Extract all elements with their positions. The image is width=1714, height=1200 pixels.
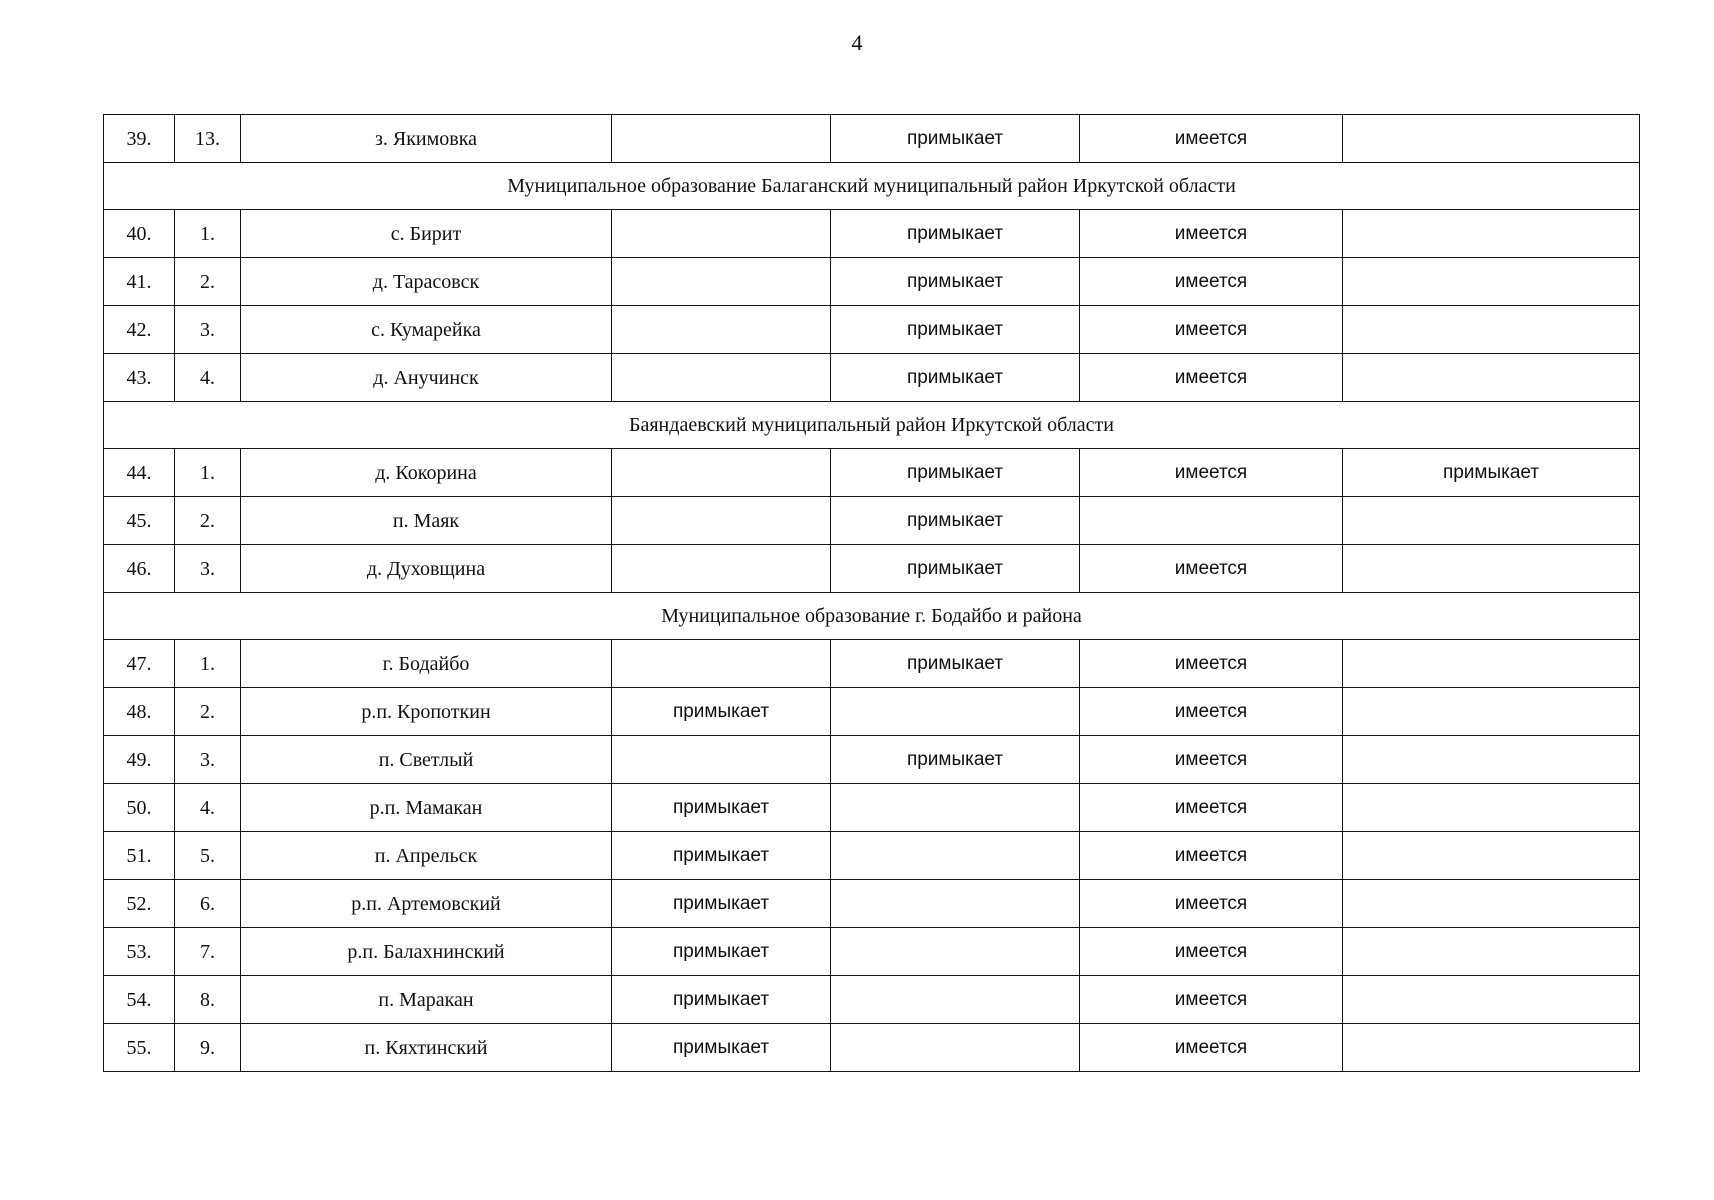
settlement-name-cell: г. Бодайбо xyxy=(241,640,612,688)
settlement-name-cell: д. Анучинск xyxy=(241,354,612,402)
settlements-table xyxy=(103,114,1640,1072)
settlement-name-cell: п. Маяк xyxy=(241,497,612,545)
local-number-cell: 1. xyxy=(175,449,241,497)
row-number-cell: 45. xyxy=(104,497,175,545)
column-6-cell: имеется xyxy=(1080,736,1343,784)
column-7-cell xyxy=(1343,497,1640,545)
local-number-cell: 6. xyxy=(175,880,241,928)
local-number-cell: 7. xyxy=(175,928,241,976)
column-7-cell xyxy=(1343,736,1640,784)
settlement-name-cell: д. Тарасовск xyxy=(241,258,612,306)
page-number: 4 xyxy=(851,30,863,55)
settlement-name-cell: с. Кумарейка xyxy=(241,306,612,354)
column-6-cell: имеется xyxy=(1080,640,1343,688)
settlement-name-cell: с. Бирит xyxy=(241,210,612,258)
row-number-cell: 55. xyxy=(104,1024,175,1072)
table-row xyxy=(104,640,1640,688)
settlement-name-cell: р.п. Мамакан xyxy=(241,784,612,832)
table-row xyxy=(104,306,1640,354)
table-row xyxy=(104,449,1640,497)
column-7-cell xyxy=(1343,306,1640,354)
column-5-cell: примыкает xyxy=(831,210,1080,258)
column-6-cell: имеется xyxy=(1080,784,1343,832)
column-5-cell: примыкает xyxy=(831,497,1080,545)
settlement-name-cell: д. Духовщина xyxy=(241,545,612,593)
column-5-cell xyxy=(831,880,1080,928)
row-number-cell: 43. xyxy=(104,354,175,402)
section-header-row xyxy=(104,163,1640,210)
column-4-cell: примыкает xyxy=(612,784,831,832)
column-4-cell: примыкает xyxy=(612,688,831,736)
column-5-cell xyxy=(831,784,1080,832)
column-6-cell: имеется xyxy=(1080,976,1343,1024)
column-7-cell xyxy=(1343,832,1640,880)
local-number-cell: 3. xyxy=(175,736,241,784)
column-6-cell: имеется xyxy=(1080,928,1343,976)
column-5-cell: примыкает xyxy=(831,258,1080,306)
column-7-cell xyxy=(1343,258,1640,306)
column-5-cell: примыкает xyxy=(831,306,1080,354)
settlement-name-cell: р.п. Артемовский xyxy=(241,880,612,928)
settlement-name-cell: р.п. Балахнинский xyxy=(241,928,612,976)
local-number-cell: 2. xyxy=(175,258,241,306)
column-4-cell: примыкает xyxy=(612,880,831,928)
local-number-cell: 13. xyxy=(175,115,241,163)
column-4-cell xyxy=(612,497,831,545)
table-row xyxy=(104,1024,1640,1072)
table-row xyxy=(104,976,1640,1024)
column-5-cell: примыкает xyxy=(831,545,1080,593)
column-6-cell: имеется xyxy=(1080,354,1343,402)
table-row xyxy=(104,832,1640,880)
column-6-cell: имеется xyxy=(1080,449,1343,497)
column-4-cell xyxy=(612,736,831,784)
local-number-cell: 4. xyxy=(175,354,241,402)
column-5-cell: примыкает xyxy=(831,354,1080,402)
column-7-cell xyxy=(1343,976,1640,1024)
column-7-cell xyxy=(1343,880,1640,928)
column-4-cell xyxy=(612,210,831,258)
settlement-name-cell: р.п. Кропоткин xyxy=(241,688,612,736)
table-body xyxy=(104,115,1640,1072)
local-number-cell: 4. xyxy=(175,784,241,832)
local-number-cell: 2. xyxy=(175,497,241,545)
column-4-cell xyxy=(612,258,831,306)
table-row xyxy=(104,928,1640,976)
local-number-cell: 2. xyxy=(175,688,241,736)
column-6-cell: имеется xyxy=(1080,545,1343,593)
table-row xyxy=(104,497,1640,545)
table-row xyxy=(104,258,1640,306)
column-5-cell xyxy=(831,1024,1080,1072)
column-6-cell: имеется xyxy=(1080,258,1343,306)
table-row xyxy=(104,736,1640,784)
column-5-cell: примыкает xyxy=(831,449,1080,497)
column-5-cell xyxy=(831,688,1080,736)
row-number-cell: 42. xyxy=(104,306,175,354)
table-row xyxy=(104,354,1640,402)
column-4-cell: примыкает xyxy=(612,1024,831,1072)
column-5-cell xyxy=(831,976,1080,1024)
table-row xyxy=(104,688,1640,736)
column-4-cell: примыкает xyxy=(612,832,831,880)
section-title: Муниципальное образование г. Бодайбо и района xyxy=(104,593,1640,640)
column-6-cell: имеется xyxy=(1080,832,1343,880)
column-4-cell xyxy=(612,449,831,497)
local-number-cell: 5. xyxy=(175,832,241,880)
column-7-cell xyxy=(1343,545,1640,593)
column-7-cell xyxy=(1343,354,1640,402)
table-row xyxy=(104,784,1640,832)
column-7-cell xyxy=(1343,640,1640,688)
column-4-cell xyxy=(612,115,831,163)
local-number-cell: 1. xyxy=(175,640,241,688)
settlement-name-cell: п. Апрельск xyxy=(241,832,612,880)
column-6-cell: имеется xyxy=(1080,115,1343,163)
column-4-cell: примыкает xyxy=(612,976,831,1024)
row-number-cell: 51. xyxy=(104,832,175,880)
settlement-name-cell: з. Якимовка xyxy=(241,115,612,163)
column-4-cell xyxy=(612,545,831,593)
settlement-name-cell: п. Маракан xyxy=(241,976,612,1024)
row-number-cell: 52. xyxy=(104,880,175,928)
local-number-cell: 3. xyxy=(175,306,241,354)
row-number-cell: 47. xyxy=(104,640,175,688)
column-6-cell: имеется xyxy=(1080,880,1343,928)
row-number-cell: 49. xyxy=(104,736,175,784)
table-row xyxy=(104,115,1640,163)
column-5-cell: примыкает xyxy=(831,640,1080,688)
column-6-cell: имеется xyxy=(1080,1024,1343,1072)
row-number-cell: 44. xyxy=(104,449,175,497)
column-5-cell xyxy=(831,928,1080,976)
column-6-cell: имеется xyxy=(1080,688,1343,736)
row-number-cell: 40. xyxy=(104,210,175,258)
column-4-cell xyxy=(612,354,831,402)
column-4-cell: примыкает xyxy=(612,928,831,976)
column-7-cell xyxy=(1343,210,1640,258)
column-5-cell: примыкает xyxy=(831,115,1080,163)
section-title: Муниципальное образование Балаганский муниципальный район Иркутской области xyxy=(104,163,1640,210)
column-7-cell xyxy=(1343,688,1640,736)
column-7-cell: примыкает xyxy=(1343,449,1640,497)
settlement-name-cell: д. Кокорина xyxy=(241,449,612,497)
row-number-cell: 39. xyxy=(104,115,175,163)
section-header-row xyxy=(104,593,1640,640)
local-number-cell: 8. xyxy=(175,976,241,1024)
row-number-cell: 46. xyxy=(104,545,175,593)
column-5-cell xyxy=(831,832,1080,880)
row-number-cell: 48. xyxy=(104,688,175,736)
column-7-cell xyxy=(1343,928,1640,976)
section-title: Баяндаевский муниципальный район Иркутской области xyxy=(104,402,1640,449)
column-7-cell xyxy=(1343,784,1640,832)
column-7-cell xyxy=(1343,1024,1640,1072)
row-number-cell: 41. xyxy=(104,258,175,306)
column-4-cell xyxy=(612,640,831,688)
settlement-name-cell: п. Кяхтинский xyxy=(241,1024,612,1072)
local-number-cell: 9. xyxy=(175,1024,241,1072)
table-row xyxy=(104,880,1640,928)
settlement-name-cell: п. Светлый xyxy=(241,736,612,784)
table-row xyxy=(104,210,1640,258)
section-header-row xyxy=(104,402,1640,449)
local-number-cell: 3. xyxy=(175,545,241,593)
column-5-cell: примыкает xyxy=(831,736,1080,784)
row-number-cell: 53. xyxy=(104,928,175,976)
column-7-cell xyxy=(1343,115,1640,163)
column-6-cell xyxy=(1080,497,1343,545)
column-6-cell: имеется xyxy=(1080,306,1343,354)
column-6-cell: имеется xyxy=(1080,210,1343,258)
row-number-cell: 50. xyxy=(104,784,175,832)
table-row xyxy=(104,545,1640,593)
column-4-cell xyxy=(612,306,831,354)
local-number-cell: 1. xyxy=(175,210,241,258)
row-number-cell: 54. xyxy=(104,976,175,1024)
